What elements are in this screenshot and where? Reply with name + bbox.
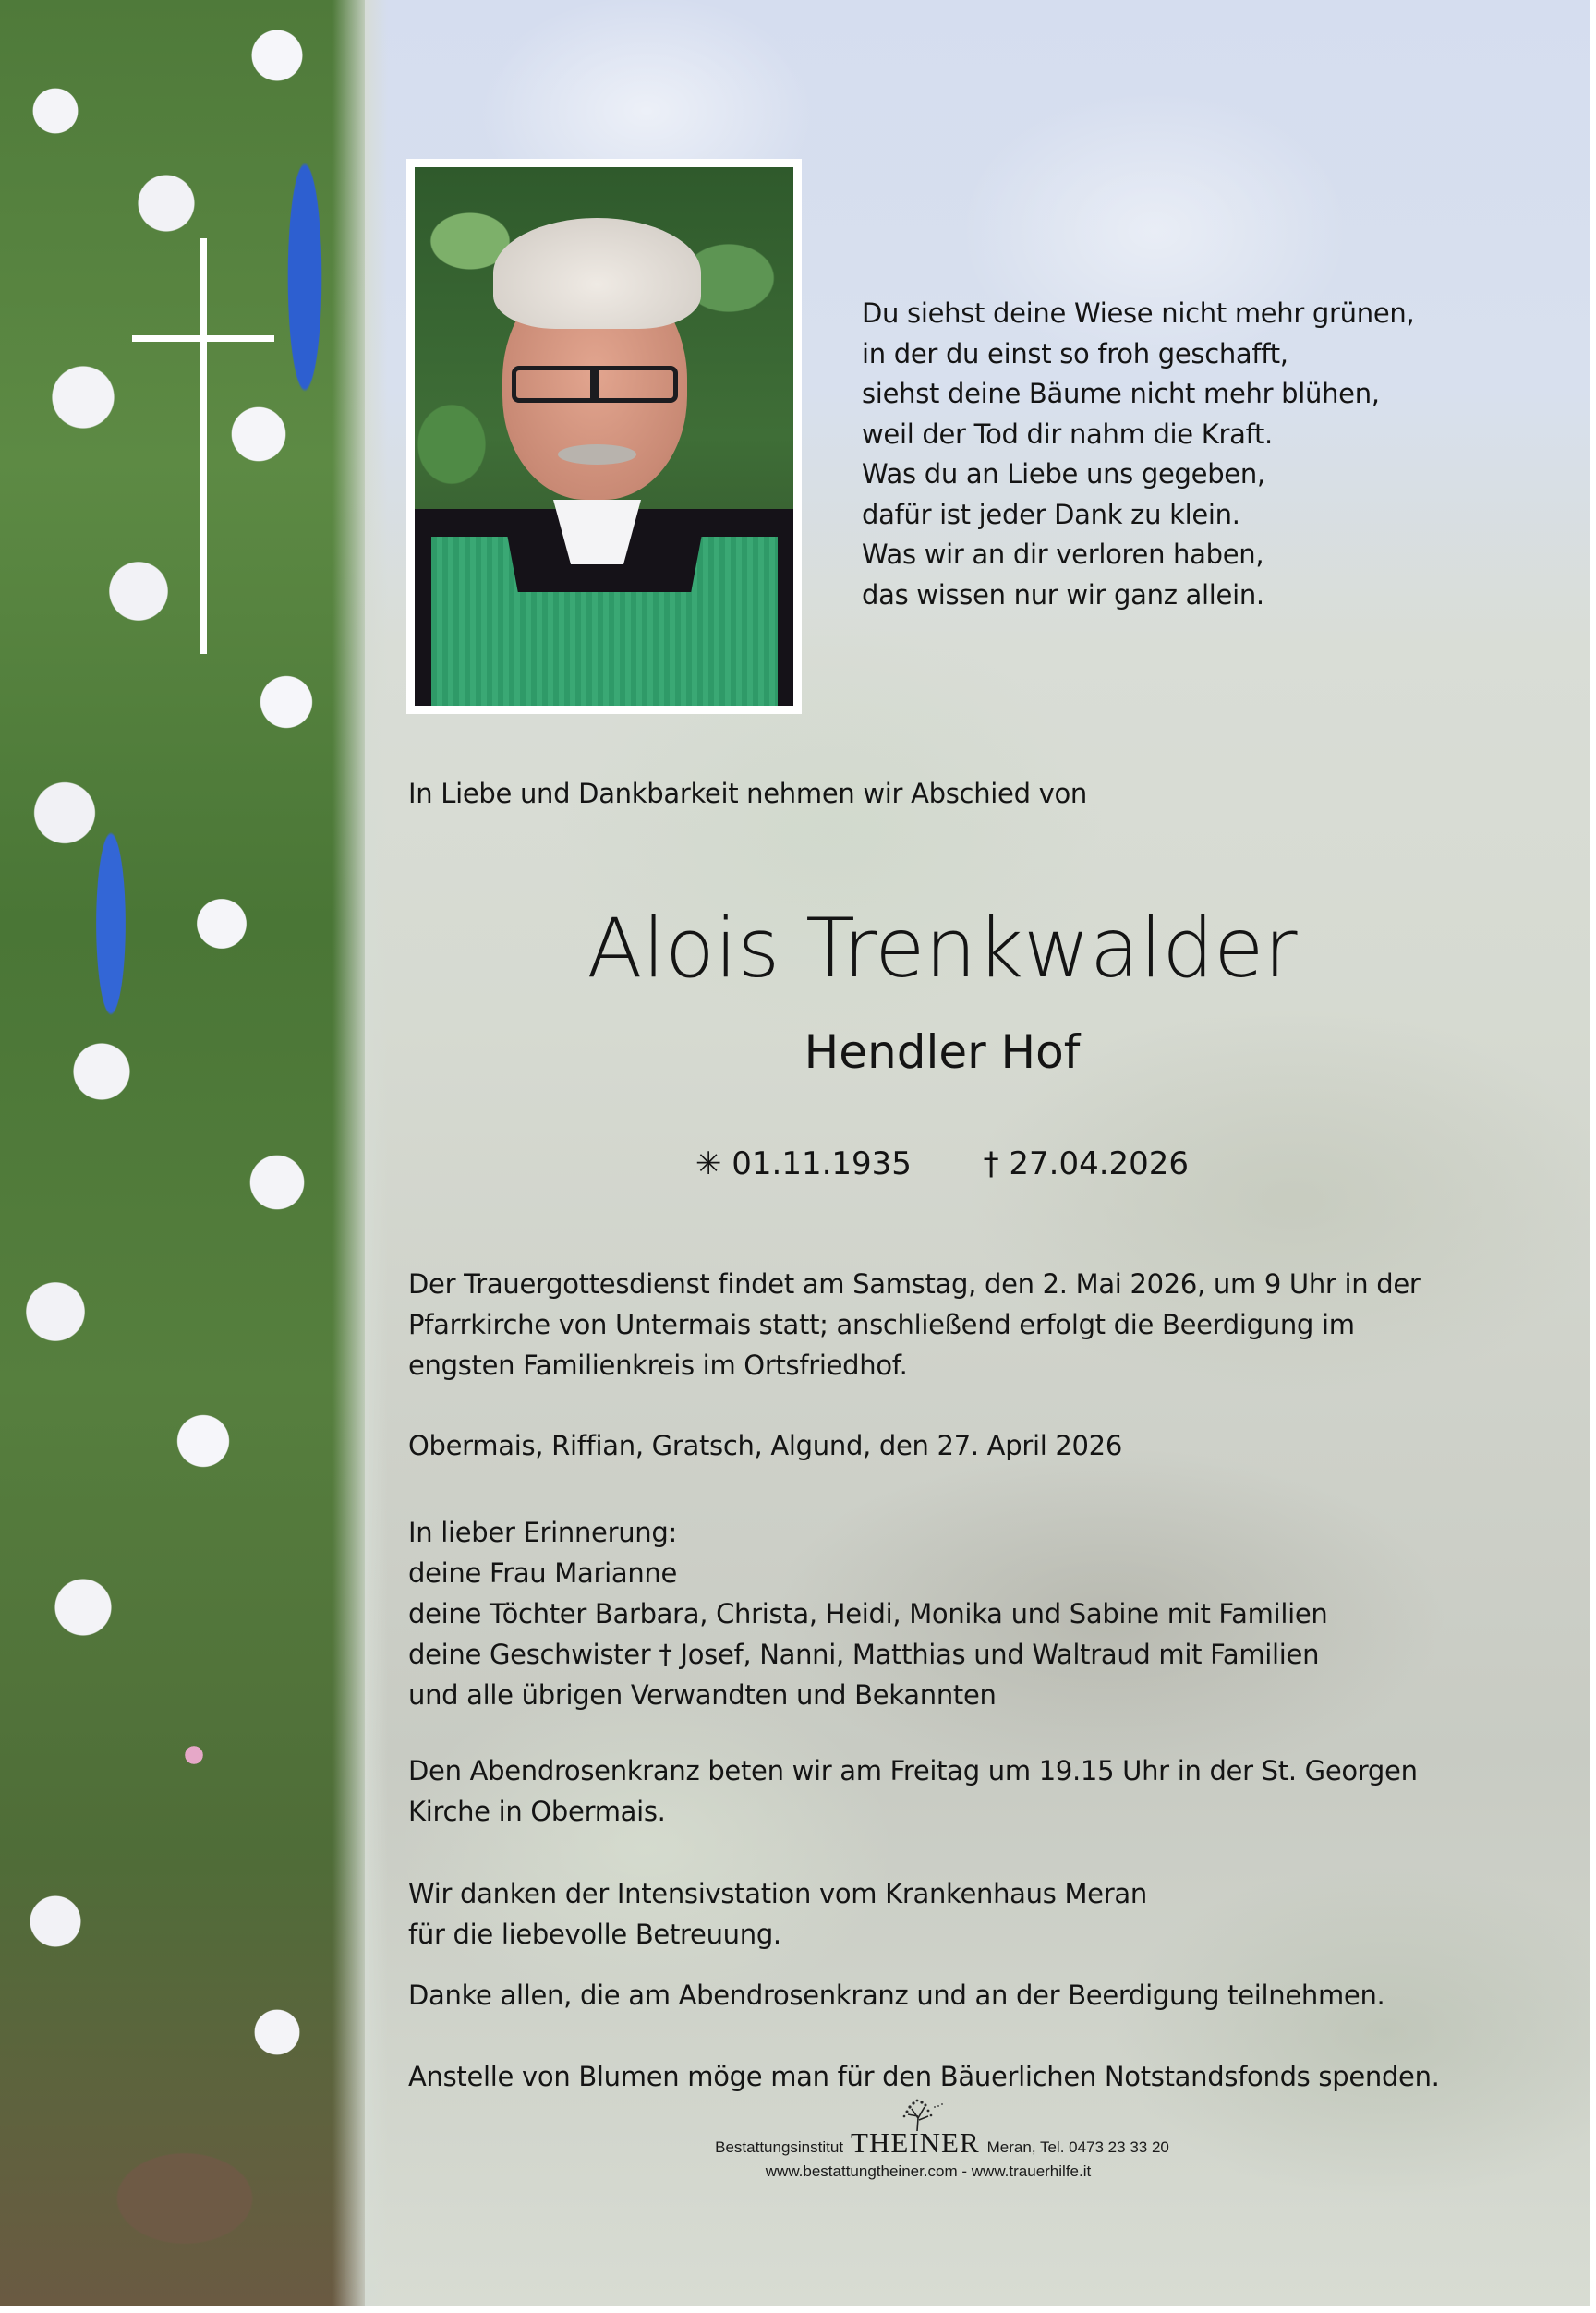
portrait-hair (493, 218, 701, 329)
poem-line: das wissen nur wir ganz allein. (862, 578, 1264, 611)
text-line: Pfarrkirche von Untermais statt; anschließend erfolgt die Beerdigung im (408, 1309, 1355, 1340)
life-dates (0, 1145, 1590, 1182)
text-line: Der Trauergottesdienst findet am Samstag, den 2. Mai 2026, um 9 Uhr in der (408, 1268, 1421, 1300)
hospital-thanks (408, 1873, 1147, 1955)
poem-line: in der du einst so froh geschafft, (862, 337, 1288, 369)
funeral-home-logo (851, 2126, 980, 2162)
deceased-name: Alois Trenkwalder (586, 901, 1298, 996)
birth-date: 01.11.1935 (732, 1145, 912, 1182)
rosary-info (408, 1750, 1418, 1832)
poem-line: dafür ist jeder Dank zu klein. (862, 498, 1240, 530)
text-line: Kirche in Obermais. (408, 1796, 666, 1827)
general-thanks: Danke allen, die am Abendrosenkranz und an der Beerdigung teilnehmen. (408, 1980, 1385, 2011)
death-date: 27.04.2026 (1009, 1145, 1190, 1182)
poem-line: weil der Tod dir nahm die Kraft. (862, 418, 1273, 450)
text-line: engsten Familienkreis im Ortsfriedhof. (408, 1350, 908, 1381)
poem-line: Was wir an dir verloren haben, (862, 539, 1264, 570)
portrait-photo (415, 167, 793, 706)
text-line: Den Abendrosenkranz beten wir am Freitag um 19.15 Uhr in der St. Georgen (408, 1755, 1418, 1786)
footer-line (294, 2126, 1590, 2162)
text-line: In lieber Erinnerung: (408, 1517, 677, 1548)
cross-icon (200, 238, 207, 654)
death-dagger-icon: † (983, 1145, 999, 1182)
text-line: und alle übrigen Verwandten und Bekannten (408, 1679, 997, 1711)
poem-line: siehst deine Bäume nicht mehr blühen, (862, 378, 1380, 409)
place-date: Obermais, Riffian, Gratsch, Algund, den 27. April 2026 (408, 1430, 1122, 1461)
funeral-home-footer (0, 2126, 1590, 2182)
farewell-intro: In Liebe und Dankbarkeit nehmen wir Abschied von (408, 778, 1087, 809)
logo-wordmark: THEINER (851, 2126, 980, 2159)
donation-note: Anstelle von Blumen möge man für den Bäuerlichen Notstandsfonds spenden. (408, 2061, 1440, 2092)
poem-line: Du siehst deine Wiese nicht mehr grünen, (862, 297, 1415, 329)
text-line: für die liebevolle Betreuung. (408, 1919, 781, 1950)
footer-prefix: Bestattungsinstitut (715, 2138, 844, 2156)
poem (862, 294, 1414, 615)
portrait-frame (406, 159, 802, 714)
footer-contact: Meran, Tel. 0473 23 33 20 (986, 2138, 1169, 2156)
text-line: deine Töchter Barbara, Christa, Heidi, Monika und Sabine mit Familien (408, 1598, 1328, 1629)
footer-websites: www.bestattungtheiner.com - www.trauerhilfe.it (765, 2162, 1092, 2180)
birth-star-icon: ✳ (695, 1145, 722, 1182)
text-line: deine Geschwister † Josef, Nanni, Matthias und Waltraud mit Familien (408, 1639, 1320, 1670)
funeral-details (408, 1264, 1421, 1386)
portrait-mustache (558, 444, 636, 465)
text-line: deine Frau Marianne (408, 1557, 678, 1589)
mourners-list (408, 1512, 1327, 1715)
cross-icon-bar (132, 335, 274, 342)
tree-logo-icon (891, 2096, 947, 2131)
text-line: Wir danken der Intensivstation vom Krankenhaus Meran (408, 1878, 1147, 1909)
farm-name: Hendler Hof (804, 1025, 1081, 1079)
portrait-glasses (512, 366, 678, 403)
poem-line: Was du an Liebe uns gegeben, (862, 458, 1265, 490)
